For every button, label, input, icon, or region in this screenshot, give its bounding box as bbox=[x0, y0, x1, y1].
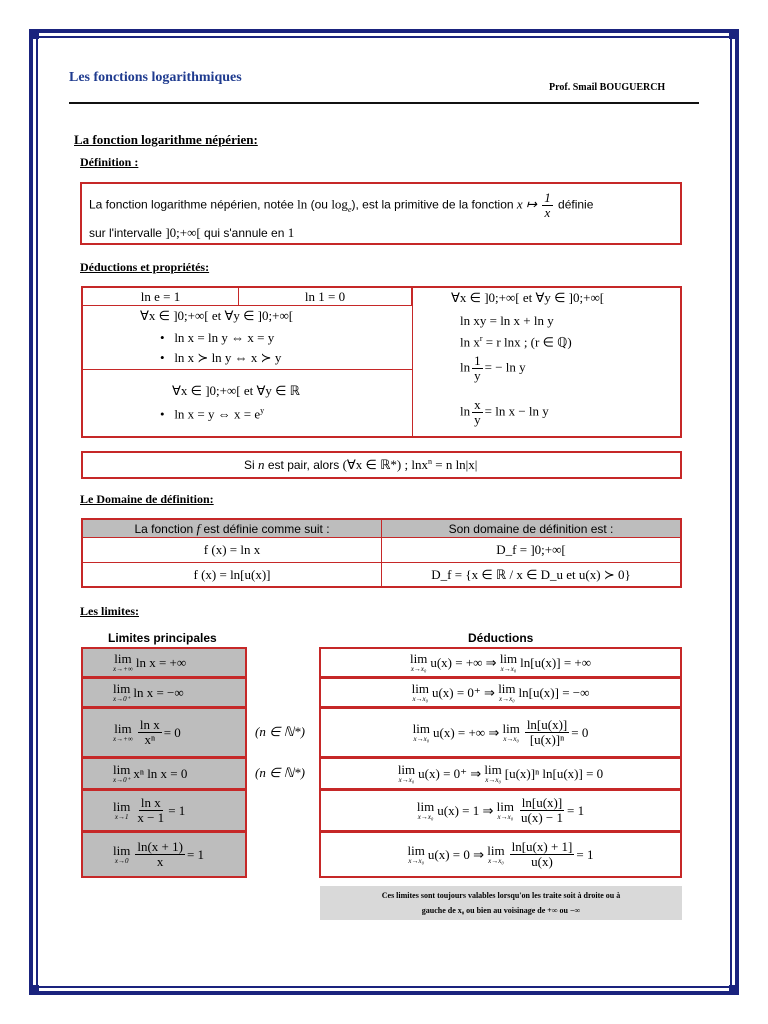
main-limit-row: lim x→0⁺ xⁿ ln x = 0 bbox=[81, 757, 247, 790]
deductions-divider bbox=[412, 287, 413, 437]
prop-ln-quotient: ln $\frac{x}{y}$ = ln x − ln y bbox=[460, 397, 549, 427]
prop-exp-list-item: • ln x = y ⇔ $x = e^y$ bbox=[160, 406, 265, 422]
even-power-formula: Si n est pair, alors (∀x ∈ ℝ*) ; lnx$^n$ = n ln|x| bbox=[244, 457, 478, 472]
main-limits-title: Limites principales bbox=[108, 631, 217, 645]
limits-heading: Les limites: bbox=[80, 604, 139, 618]
prop-ln-power: $\ln x^r = r$ lnx ; (r ∈ ℚ) bbox=[460, 334, 572, 350]
prop-ln-product: ln xy = ln x + ln y bbox=[460, 313, 554, 328]
section-title-ln: La fonction logarithme népérien: bbox=[74, 132, 258, 147]
deduction-limit-row: lim x→x₀ u(x) = 0⁺ ⇒ lim x→x₀ [u(x)]ⁿ ln[u(x)] = 0 bbox=[319, 757, 682, 790]
main-limit-row: lim x→0 $\frac{\ln(x + 1)}{x}$ = 1 bbox=[81, 831, 247, 878]
domain-col-header-domain: Son domaine de définition est : bbox=[381, 519, 681, 538]
forall-right: ∀x ∈ ]0;+∞[ et ∀y ∈ ]0;+∞[ bbox=[451, 290, 605, 305]
domain-col-header-function: La fonction f est définie comme suit : bbox=[82, 519, 382, 538]
forall-line-2: ∀x ∈ ]0;+∞[ et ∀y ∈ ℝ bbox=[172, 383, 300, 398]
document-title: Les fonctions logarithmiques bbox=[69, 70, 242, 85]
header-rule bbox=[69, 102, 699, 104]
domain-row-fn: f (x) = ln x bbox=[82, 537, 382, 563]
prop-ineq-list-item: • ln x ≻ ln y ⇔ x ≻ y bbox=[160, 350, 282, 365]
condition-n: (n ∈ ℕ*) bbox=[255, 765, 305, 780]
deduction-limit-row: lim x→x₀ u(x) = 1 ⇒ lim x→x₀ $\frac{\ln[u(x)]}{u(x) - 1}$ = 1 bbox=[319, 789, 682, 832]
main-limit-row: lim x→0⁺ ln x = −∞ bbox=[81, 677, 247, 708]
prop-equal-list-item: • ln x = ln y ⇔ x = y bbox=[160, 330, 275, 345]
frame-corner bbox=[29, 985, 39, 995]
domain-heading: Le Domaine de définition: bbox=[80, 492, 214, 506]
forall-line-1: ∀x ∈ ]0;+∞[ et ∀y ∈ ]0;+∞[ bbox=[140, 308, 294, 323]
frame-corner bbox=[29, 29, 39, 39]
deduction-limit-row: lim x→x₀ u(x) = 0 ⇒ lim x→x₀ $\frac{\ln[u(x) + 1]}{u(x)}$ = 1 bbox=[319, 831, 682, 878]
deductions-limits-title: Déductions bbox=[468, 631, 534, 645]
condition-n: (n ∈ ℕ*) bbox=[255, 724, 305, 739]
author-name: Prof. Smail BOUGUERCH bbox=[549, 82, 666, 93]
deduction-limit-row: lim x→x₀ u(x) = +∞ ⇒ lim x→x₀ ln[u(x)] = +∞ bbox=[319, 647, 682, 678]
domain-row-fn: f (x) = ln[u(x)] bbox=[82, 562, 382, 587]
deductions-row-divider bbox=[82, 369, 412, 370]
frame-corner bbox=[729, 985, 739, 995]
definition-line-1: La fonction logarithme népérien, notée ln (ou $\log_e$), est la primitive de la fonction x ↦ $\frac{1}{x}$ définie bbox=[89, 190, 594, 220]
domain-row-dom: D_f = {x ∈ ℝ / x ∈ D_u et u(x) ≻ 0} bbox=[381, 562, 681, 587]
main-limit-row: lim x→1 $\frac{\text{ln x}}{x - 1}$ = 1 bbox=[81, 789, 247, 832]
limits-note: Ces limites sont toujours valables lorsqu'on les traite soit à droite ou à gauche de x₀ ou bien au voisinage de +∞ ou −∞ bbox=[320, 886, 682, 920]
prop-lne: ln e = 1 bbox=[82, 287, 239, 306]
deduction-limit-row: lim x→x₀ u(x) = +∞ ⇒ lim x→x₀ $\frac{\ln[u(x)]}{\text{[u(x)]ⁿ}}$ = 0 bbox=[319, 707, 682, 758]
definition-heading: Définition : bbox=[80, 155, 139, 169]
domain-row-dom: D_f = ]0;+∞[ bbox=[381, 537, 681, 563]
prop-ln1: ln 1 = 0 bbox=[238, 287, 412, 306]
frame-corner bbox=[729, 29, 739, 39]
prop-ln-inverse: ln $\frac{1}{y}$ = − ln y bbox=[460, 353, 526, 383]
deduction-limit-row: lim x→x₀ u(x) = 0⁺ ⇒ lim x→x₀ ln[u(x)] = −∞ bbox=[319, 677, 682, 708]
main-limit-row: lim x→+∞ ln x = +∞ bbox=[81, 647, 247, 678]
definition-line-2: sur l'intervalle ]0;+∞[ qui s'annule en 1 bbox=[89, 225, 295, 240]
deductions-heading: Déductions et propriétés: bbox=[80, 260, 210, 274]
main-limit-row: lim x→+∞ $\frac{\text{ln x}}{\text{xⁿ}}$ = 0 bbox=[81, 707, 247, 758]
